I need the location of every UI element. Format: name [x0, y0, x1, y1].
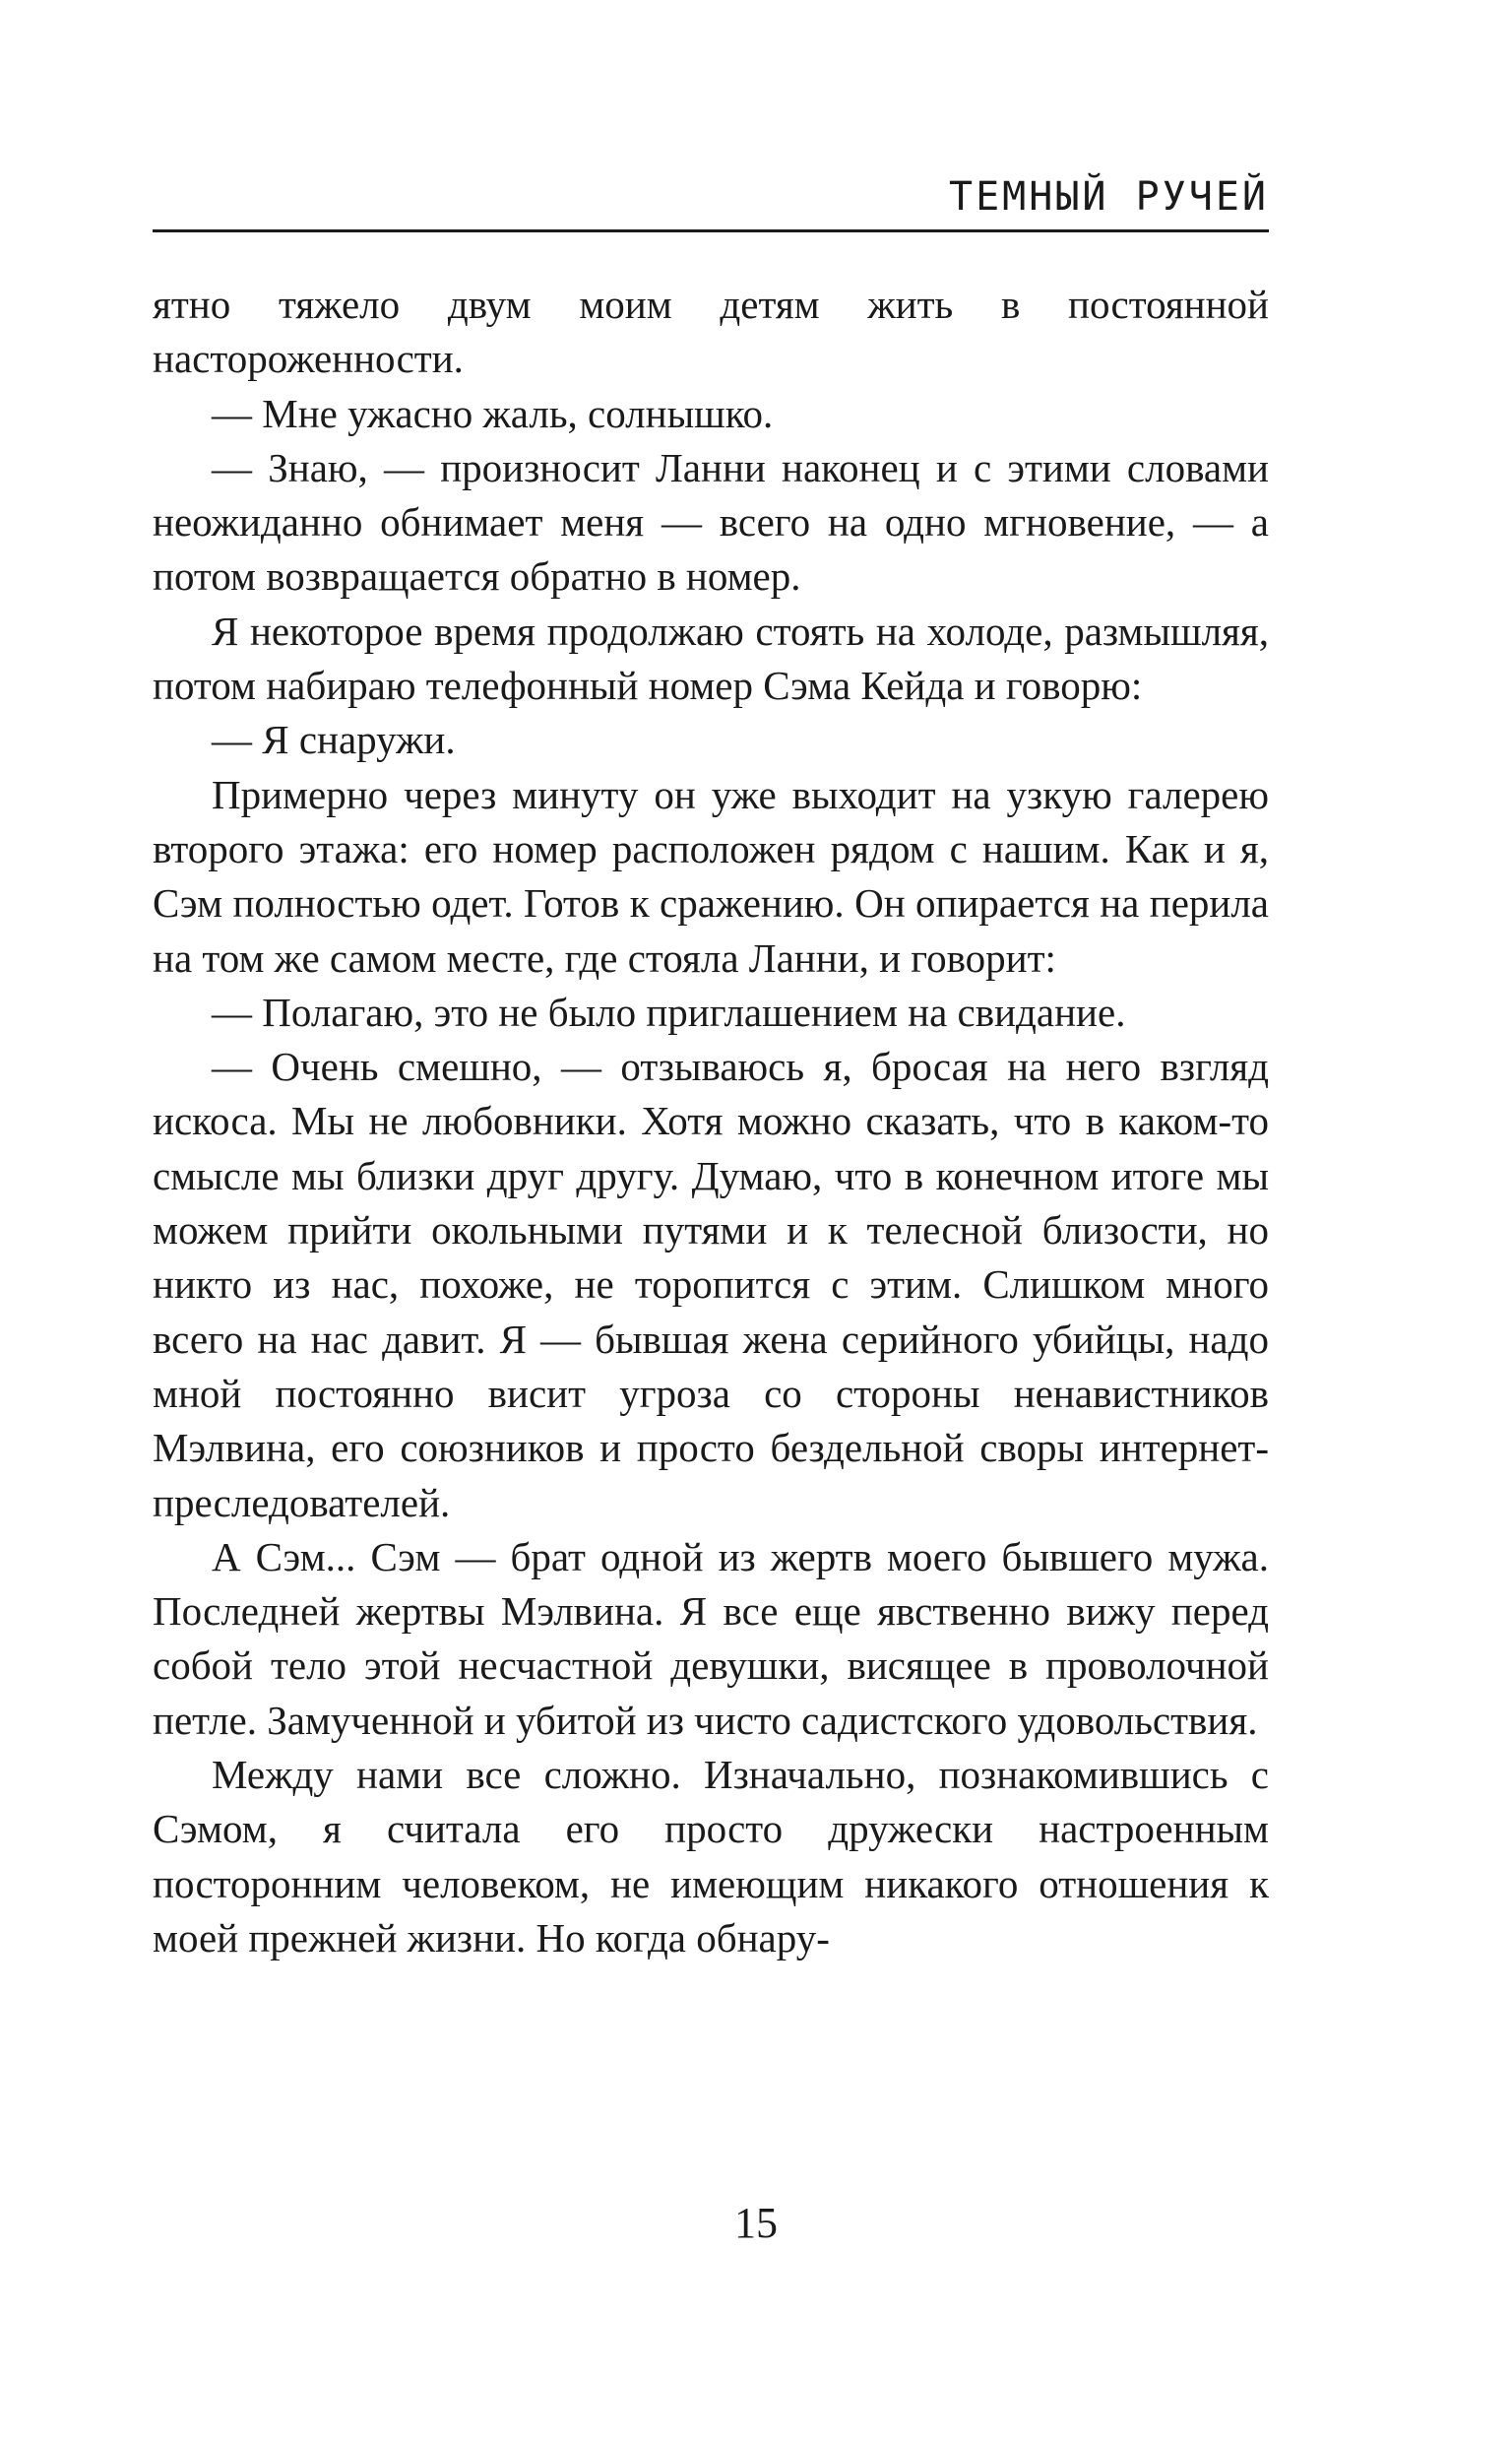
- paragraph: — Знаю, — произносит Ланни наконец и с этими словами неожиданно обнимает меня — всего на одно мгновение, — а потом возвращается обратно в номер.: [153, 444, 1269, 600]
- paragraph: А Сэм... Сэм — брат одной из жертв моего бывшего мужа. Последней жертвы Мэлвина. Я все еще явственно вижу перед собой тело этой несчастной девушки, висящее в проволочной петле. Замученной и убитой из чисто садистского удовольствия.: [153, 1533, 1269, 1743]
- paragraph: — Полагаю, это не было приглашением на свидание.: [212, 989, 1126, 1035]
- paragraph: — Я снаружи.: [212, 717, 456, 763]
- body-text: [153, 278, 1269, 1965]
- page-number: 15: [734, 2199, 778, 2247]
- paragraph: Между нами все сложно. Изначально, познакомившись с Сэмом, я считала его просто дружески настроенным посторонним человеком, не имеющим никакого отношения к моей прежней жизни. Но когда обнару-: [153, 1752, 1269, 1961]
- paragraph: Я некоторое время продолжаю стоять на холоде, размышляя, потом набираю телефонный номер Сэма Кейда и говорю:: [153, 608, 1269, 709]
- running-header-title: ТЕМНЫЙ РУЧЕЙ: [949, 174, 1269, 220]
- paragraph: — Мне ужасно жаль, солнышко.: [212, 390, 774, 436]
- paragraph: Примерно через минуту он уже выходит на узкую галерею второго этажа: его номер расположен рядом с нашим. Как и я, Сэм полностью одет. Готов к сражению. Он опирается на перила на том же самом месте, где стояла Ланни, и говорит:: [153, 771, 1269, 981]
- paragraph: — Очень смешно, — отзываюсь я, бросая на него взгляд искоса. Мы не любовники. Хотя можно сказать, что в каком-то смысле мы близки друг другу. Думаю, что в конечном итоге мы можем прийти окольными путями и к телесной близости, но никто из нас, похоже, не торопится с этим. Слишком много всего на нас давит. Я — бывшая жена серийного убийцы, надо мной постоянно висит угроза со стороны ненавистников Мэлвина, его союзников и просто бездельной своры интернет-преследователей.: [153, 1044, 1269, 1525]
- header-rule: [153, 229, 1269, 232]
- paragraph: ятно тяжело двум моим детям жить в постоянной настороженности.: [153, 282, 1269, 382]
